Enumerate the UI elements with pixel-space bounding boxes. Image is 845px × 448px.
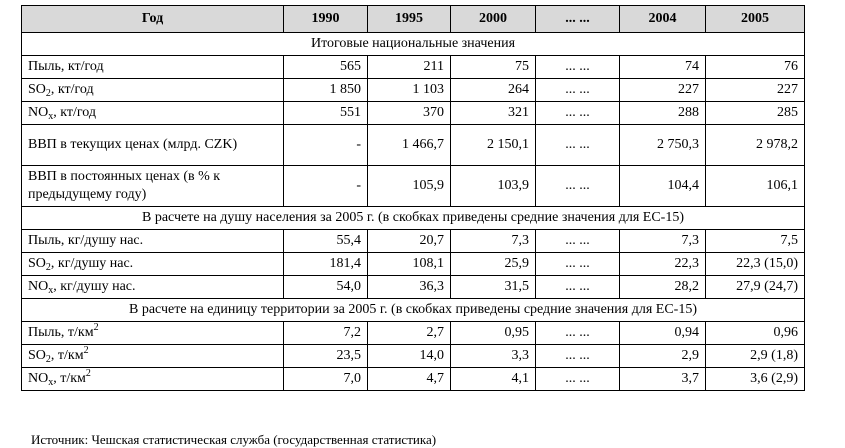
label-subscript: x bbox=[48, 285, 54, 296]
table-row bbox=[22, 166, 805, 207]
cell-1995: 14,0 bbox=[368, 345, 451, 368]
header-1990: 1990 bbox=[284, 6, 368, 33]
section-row bbox=[22, 33, 805, 56]
row-label bbox=[22, 79, 284, 102]
cell-1990: 23,5 bbox=[284, 345, 368, 368]
cell-2005: 7,5 bbox=[706, 230, 805, 253]
cell-1995: 1 103 bbox=[368, 79, 451, 102]
cell-ellipsis: ... ... bbox=[536, 166, 620, 207]
cell-1990: - bbox=[284, 125, 368, 166]
cell-ellipsis: ... ... bbox=[536, 322, 620, 345]
label-superscript: 2 bbox=[85, 368, 91, 379]
section-row bbox=[22, 207, 805, 230]
label-unit: , кт/год bbox=[50, 82, 94, 97]
cell-ellipsis: ... ... bbox=[536, 368, 620, 391]
label-unit: , кг/душу нас. bbox=[53, 279, 136, 294]
cell-2004: 22,3 bbox=[620, 253, 706, 276]
label-main: NO bbox=[28, 279, 49, 294]
table-row bbox=[22, 368, 805, 391]
row-label: ВВП в постоянных ценах (в % к предыдущему году) bbox=[22, 166, 284, 207]
cell-2000: 25,9 bbox=[451, 253, 536, 276]
header-row bbox=[22, 6, 805, 33]
label-subscript: x bbox=[48, 377, 54, 388]
label-main: NO bbox=[28, 105, 49, 120]
table-row bbox=[22, 322, 805, 345]
cell-2004: 0,94 bbox=[620, 322, 706, 345]
cell-1995: 1 466,7 bbox=[368, 125, 451, 166]
cell-2004: 28,2 bbox=[620, 276, 706, 299]
cell-2000: 321 bbox=[451, 102, 536, 125]
label-unit: , кг/душу нас. bbox=[50, 256, 134, 271]
label-subscript: x bbox=[48, 111, 54, 122]
label-subscript: 2 bbox=[45, 88, 51, 99]
cell-1990: 54,0 bbox=[284, 276, 368, 299]
cell-ellipsis: ... ... bbox=[536, 56, 620, 79]
cell-1990: 551 bbox=[284, 102, 368, 125]
cell-2005: 106,1 bbox=[706, 166, 805, 207]
table-row bbox=[22, 276, 805, 299]
cell-1995: 105,9 bbox=[368, 166, 451, 207]
label-unit: , т/км bbox=[50, 348, 84, 363]
cell-2000: 7,3 bbox=[451, 230, 536, 253]
cell-1990: 1 850 bbox=[284, 79, 368, 102]
cell-2004: 74 bbox=[620, 56, 706, 79]
table-row bbox=[22, 102, 805, 125]
cell-2000: 3,3 bbox=[451, 345, 536, 368]
cell-ellipsis: ... ... bbox=[536, 276, 620, 299]
table-row bbox=[22, 345, 805, 368]
cell-2005: 76 bbox=[706, 56, 805, 79]
table-row bbox=[22, 253, 805, 276]
cell-2005: 2,9 (1,8) bbox=[706, 345, 805, 368]
section-per-area: В расчете на единицу территории за 2005 г. (в скобках приведены средние значения для ЕС-15) bbox=[22, 299, 805, 322]
cell-ellipsis: ... ... bbox=[536, 102, 620, 125]
label-unit: , кт/год bbox=[53, 105, 96, 120]
row-label: Пыль, кт/год bbox=[22, 56, 284, 79]
cell-ellipsis: ... ... bbox=[536, 230, 620, 253]
row-label bbox=[22, 345, 284, 368]
cell-1995: 20,7 bbox=[368, 230, 451, 253]
header-1995: 1995 bbox=[368, 6, 451, 33]
header-ellipsis: ... ... bbox=[536, 6, 620, 33]
cell-1990: 181,4 bbox=[284, 253, 368, 276]
label-subscript: 2 bbox=[45, 262, 51, 273]
cell-1995: 370 bbox=[368, 102, 451, 125]
cell-2000: 75 bbox=[451, 56, 536, 79]
cell-ellipsis: ... ... bbox=[536, 125, 620, 166]
label-main: Пыль, т/км bbox=[28, 325, 94, 340]
header-2004: 2004 bbox=[620, 6, 706, 33]
cell-2000: 0,95 bbox=[451, 322, 536, 345]
label-main: SO bbox=[28, 256, 46, 271]
label-unit: , т/км bbox=[53, 371, 86, 386]
cell-2004: 2 750,3 bbox=[620, 125, 706, 166]
section-per-capita: В расчете на душу населения за 2005 г. (в скобках приведены средние значения для ЕС-15) bbox=[22, 207, 805, 230]
cell-2005: 227 bbox=[706, 79, 805, 102]
table-row bbox=[22, 79, 805, 102]
cell-2000: 4,1 bbox=[451, 368, 536, 391]
cell-1995: 2,7 bbox=[368, 322, 451, 345]
label-main: NO bbox=[28, 371, 49, 386]
label-superscript: 2 bbox=[83, 345, 89, 356]
section-national: Итоговые национальные значения bbox=[22, 33, 805, 56]
cell-2004: 2,9 bbox=[620, 345, 706, 368]
row-label bbox=[22, 102, 284, 125]
section-row bbox=[22, 299, 805, 322]
header-2005: 2005 bbox=[706, 6, 805, 33]
cell-2000: 103,9 bbox=[451, 166, 536, 207]
cell-1990: - bbox=[284, 166, 368, 207]
row-label bbox=[22, 368, 284, 391]
table-footnote: Источник: Чешская статистическая служба (государственная статистика) bbox=[31, 432, 437, 447]
cell-2004: 104,4 bbox=[620, 166, 706, 207]
cell-1990: 7,2 bbox=[284, 322, 368, 345]
cell-2004: 3,7 bbox=[620, 368, 706, 391]
header-year: Год bbox=[22, 6, 284, 33]
cell-2005: 22,3 (15,0) bbox=[706, 253, 805, 276]
row-label bbox=[22, 276, 284, 299]
cell-1995: 211 bbox=[368, 56, 451, 79]
row-label: ВВП в текущих ценах (млрд. CZK) bbox=[22, 125, 284, 166]
row-label bbox=[22, 253, 284, 276]
header-2000: 2000 bbox=[451, 6, 536, 33]
label-superscript: 2 bbox=[93, 322, 99, 333]
cell-1990: 565 bbox=[284, 56, 368, 79]
cell-2000: 31,5 bbox=[451, 276, 536, 299]
cell-1995: 36,3 bbox=[368, 276, 451, 299]
label-subscript: 2 bbox=[45, 354, 51, 365]
cell-2000: 2 150,1 bbox=[451, 125, 536, 166]
cell-1990: 7,0 bbox=[284, 368, 368, 391]
cell-2005: 27,9 (24,7) bbox=[706, 276, 805, 299]
cell-2005: 285 bbox=[706, 102, 805, 125]
cell-2005: 2 978,2 bbox=[706, 125, 805, 166]
cell-2005: 3,6 (2,9) bbox=[706, 368, 805, 391]
row-label bbox=[22, 322, 284, 345]
cell-ellipsis: ... ... bbox=[536, 79, 620, 102]
cell-2004: 227 bbox=[620, 79, 706, 102]
cell-1995: 4,7 bbox=[368, 368, 451, 391]
cell-ellipsis: ... ... bbox=[536, 253, 620, 276]
cell-ellipsis: ... ... bbox=[536, 345, 620, 368]
cell-1990: 55,4 bbox=[284, 230, 368, 253]
data-table-container bbox=[21, 5, 804, 391]
cell-2000: 264 bbox=[451, 79, 536, 102]
cell-2004: 288 bbox=[620, 102, 706, 125]
cell-1995: 108,1 bbox=[368, 253, 451, 276]
label-main: SO bbox=[28, 82, 46, 97]
table-row bbox=[22, 125, 805, 166]
table-row bbox=[22, 56, 805, 79]
row-label: Пыль, кг/душу нас. bbox=[22, 230, 284, 253]
cell-2005: 0,96 bbox=[706, 322, 805, 345]
label-main: SO bbox=[28, 348, 46, 363]
table-row bbox=[22, 230, 805, 253]
cell-2004: 7,3 bbox=[620, 230, 706, 253]
emissions-table bbox=[21, 5, 805, 391]
